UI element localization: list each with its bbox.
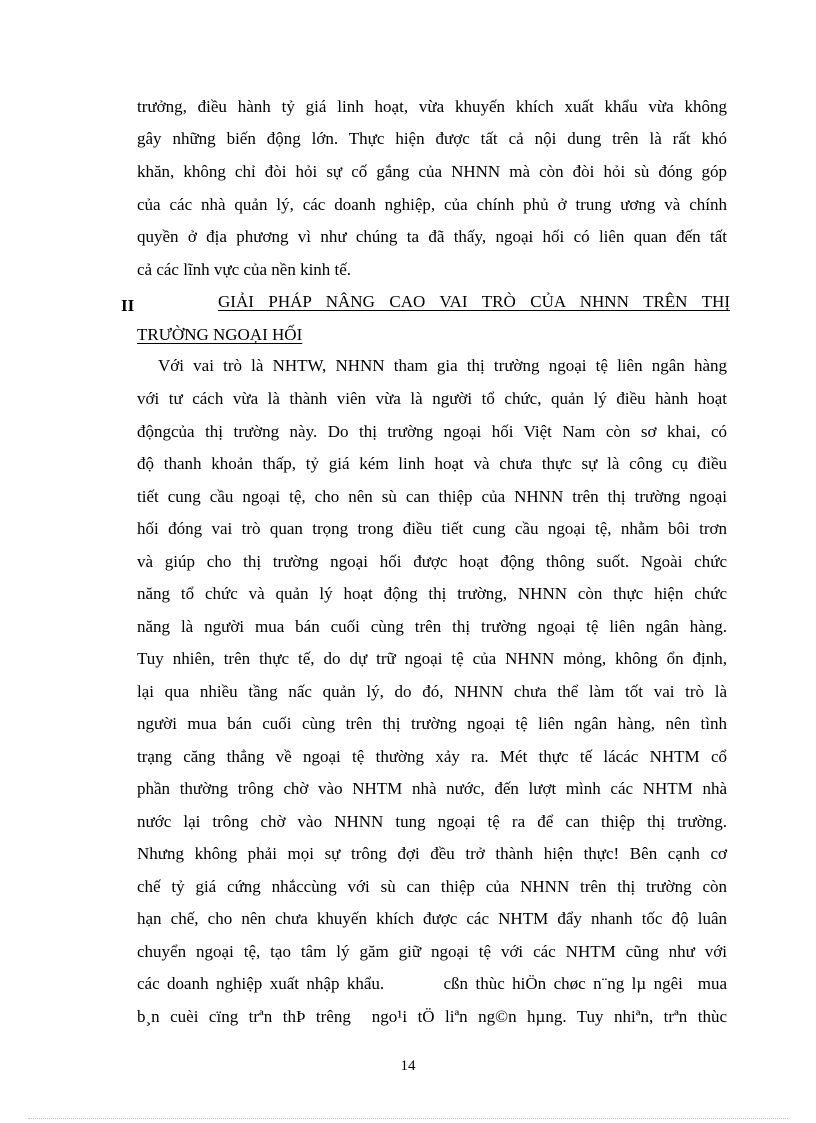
paragraph-line: cả các lĩnh vực của nền kinh tế.	[137, 260, 352, 279]
paragraph-line: người mua bán cuối cùng trên thị trường ngoại tệ liên ngân hàng, nên tình	[137, 714, 727, 733]
paragraph-line: nước lại trông chờ vào NHNN tung ngoại tệ ra để can thiệp thị trường.	[137, 812, 727, 831]
section-number: II	[121, 296, 135, 315]
paragraph-line: chế tỷ giá cứng nhắccùng với sù can thiệp của NHNN trên thị trường còn	[137, 877, 727, 896]
page-number: 14	[400, 1058, 416, 1074]
paragraph-line: độngcủa thị trường này. Do thị trường ngoại hối Việt Nam còn sơ khai, có	[137, 422, 727, 441]
paragraph-line: với tư cách vừa là thành viên vừa là người tổ chức, quản lý điều hành hoạt	[137, 389, 727, 408]
paragraph-line: các doanh nghiệp xuất nhập khẩu. cßn thùc hiÖn chøc n¨ng lµ ngêi mua	[137, 974, 727, 993]
paragraph-line: quyền ở địa phương vì như chúng ta đã thấy, ngoại hối có liên quan đến tất	[137, 227, 727, 246]
paragraph-line: Tuy nhiên, trên thực tế, do dự trữ ngoại tệ của NHNN mỏng, không ổn định,	[137, 649, 727, 668]
paragraph-line: trưởng, điều hành tỷ giá linh hoạt, vừa khuyến khích xuất khẩu vừa không	[137, 97, 727, 116]
paragraph-line: năng là người mua bán cuối cùng trên thị trường ngoại tệ liên ngân hàng.	[137, 617, 727, 636]
paragraph-line: gây những biến động lớn. Thực hiện được tất cả nội dung trên là rất khó	[137, 129, 727, 148]
paragraph-line: b¸n cuèi cïng trªn thÞ trêng ngo¹i tÖ liªn ng©n hµng. Tuy nhiªn, trªn thùc	[137, 1007, 727, 1026]
paragraph-line: của các nhà quản lý, các doanh nghiệp, của chính phủ ở trung ương và chính	[137, 195, 727, 214]
paragraph-line: hối đóng vai trò quan trọng trong điều tiết cung cầu ngoại tệ, nhằm bôi trơn	[137, 519, 727, 538]
paragraph-line: Nhưng không phải mọi sự trông đợi đều trở thành hiện thực! Bên cạnh cơ	[137, 844, 727, 863]
paragraph-line: trạng căng thẳng về ngoại tệ thường xảy ra. Mét thực tế lácác NHTM cổ	[137, 747, 727, 766]
section-title-line-1: GIẢI PHÁP NÂNG CAO VAI TRÒ CỦA NHNN TRÊN THỊ	[218, 292, 730, 311]
paragraph-line: phần thường trông chờ vào NHTM nhà nước, đến lượt mình các NHTM nhà	[137, 779, 727, 798]
paragraph-line: chuyển ngoại tệ, tạo tâm lý găm giữ ngoại tệ với các NHTM cũng như với	[137, 942, 727, 961]
paragraph-line: Với vai trò là NHTW, NHNN tham gia thị trường ngoại tệ liên ngân hàng	[158, 356, 727, 375]
paragraph-line: năng tổ chức và quản lý hoạt động thị trường, NHNN còn thực hiện chức	[137, 584, 727, 603]
paragraph-line: khăn, không chỉ đòi hỏi sự cố gắng của NHNN mà còn đòi hỏi sù đóng góp	[137, 162, 727, 181]
page-bottom-border	[28, 1118, 788, 1119]
paragraph-line: lại qua nhiều tầng nấc quản lý, do đó, NHNN chưa thể làm tốt vai trò là	[137, 682, 727, 701]
paragraph-line: độ thanh khoản thấp, tỷ giá kém linh hoạt và chưa thực sự là công cụ điều	[137, 454, 727, 473]
section-title-line-2: TRƯỜNG NGOẠI HỐI	[137, 325, 303, 344]
paragraph-line: hạn chế, cho nên chưa khuyến khích được các NHTM đẩy nhanh tốc độ luân	[137, 909, 727, 928]
paragraph-line: tiết cung cầu ngoại tệ, cho nên sù can thiệp của NHNN trên thị trường ngoại	[137, 487, 727, 506]
paragraph-line: và giúp cho thị trường ngoại hối được hoạt động thông suốt. Ngoài chức	[137, 552, 727, 571]
